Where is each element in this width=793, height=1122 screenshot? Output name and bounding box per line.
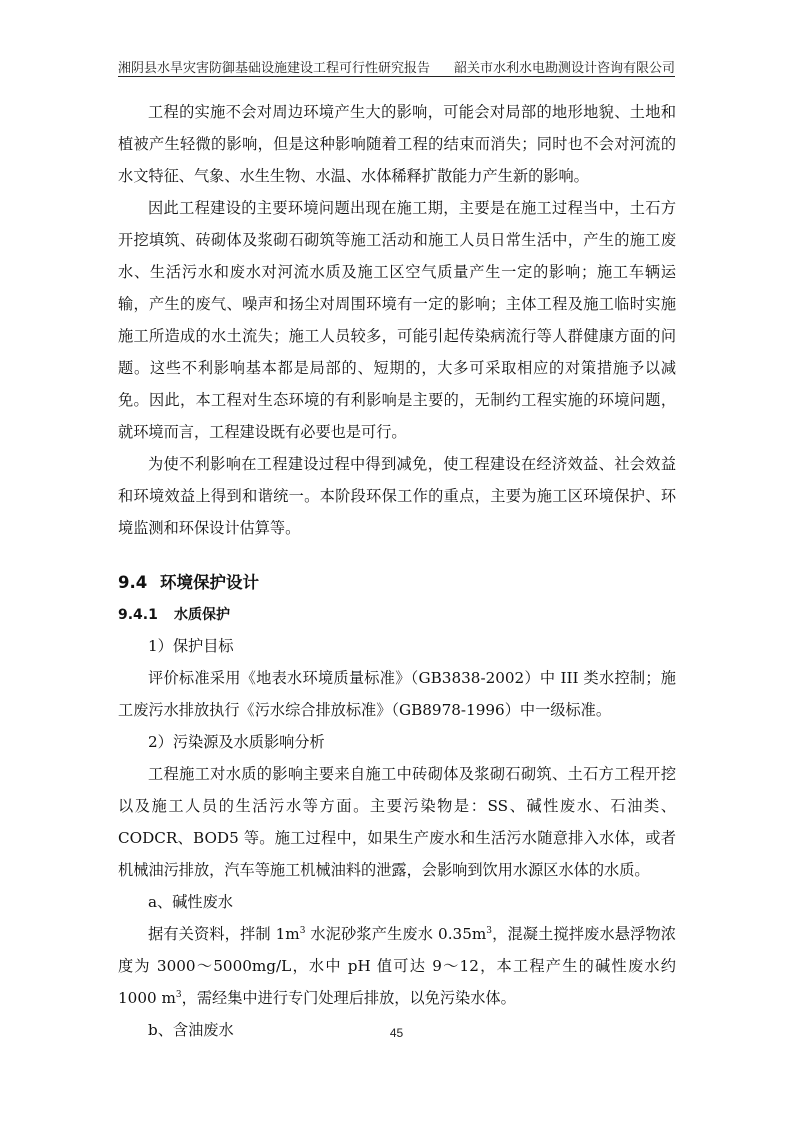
section-number: 9.4 [118,573,148,592]
document-body [118,96,676,1046]
item-oily-wastewater: b、含油废水 [148,1021,234,1039]
subsection-title: 水质保护 [174,607,230,623]
header-report-title: 湘阴县水旱灾害防御基础设施建设工程可行性研究报告 [118,61,431,76]
section-title: 环境保护设计 [160,573,259,592]
paragraph-impact: 工程的实施不会对周边环境产生大的影响，可能会对局部的地形地貌、土地和植被产生轻微的影响，但是这种影响随着工程的结束而消失；同时也不会对河流的水文特征、气象、水生生物、水温、水体稀释扩散能力产生新的影响。 [118,103,676,185]
page-header [118,54,675,76]
subsection-number: 9.4.1 [118,607,158,623]
header-company-name: 韶关市水利水电勘测设计咨询有限公司 [453,61,675,76]
header-divider [118,76,675,77]
paragraph-alkaline-wastewater: 据有关资料，拌制 $1m^3$ 水泥砂浆产生废水 $0.35m^3$，混凝土搅拌废水悬浮物浓度为 3000～5000mg/L，水中 pH 值可达 9～12，本工程产生的碱性废水约 1000 $m^3$，需经集中进行专门处理后排放，以免污染水体。 [118,925,676,1007]
item-pollution-source: 2）污染源及水质影响分析 [148,733,325,751]
paragraph-standards: 评价标准采用《地表水环境质量标准》（GB3838-2002）中 III 类水控制；施工废污水排放执行《污水综合排放标准》（GB8978-1996）中一级标准。 [118,669,676,719]
page-number: 45 [389,1026,404,1040]
paragraph-mitigation: 为使不利影响在工程建设过程中得到减免，使工程建设在经济效益、社会效益和环境效益上得到和谐统一。本阶段环保工作的重点，主要为施工区环境保护、环境监测和环保设计估算等。 [118,455,676,537]
subsection-heading [118,600,676,630]
paragraph-pollution-analysis: 工程施工对水质的影响主要来自施工中砖砌体及浆砌石砌筑、土石方工程开挖以及施工人员的生活污水等方面。主要污染物是：SS、碱性废水、石油类、CODCR、BOD5 等。施工过程中，如果生产废水和生活污水随意排入水体，或者机械油污排放，汽车等施工机械油料的泄露，会影响到饮用水源区水体的水质。 [118,765,676,879]
item-protection-target: 1）保护目标 [148,637,234,655]
section-heading [118,566,676,600]
paragraph-construction-issues: 因此工程建设的主要环境问题出现在施工期，主要是在施工过程当中，土石方开挖填筑、砖砌体及浆砌石砌筑等施工活动和施工人员日常生活中，产生的施工废水、生活污水和废水对河流水质及施工区空气质量产生一定的影响；施工车辆运输，产生的废气、噪声和扬尘对周围环境有一定的影响；主体工程及施工临时实施施工所造成的水土流失；施工人员较多，可能引起传染病流行等人群健康方面的问题。这些不利影响基本都是局部的、短期的，大多可采取相应的对策措施予以减免。因此，本工程对生态环境的有利影响是主要的，无制约工程实施的环境问题，就环境而言，工程建设既有必要也是可行。 [118,199,676,441]
item-alkaline-wastewater: a、碱性废水 [148,893,233,911]
